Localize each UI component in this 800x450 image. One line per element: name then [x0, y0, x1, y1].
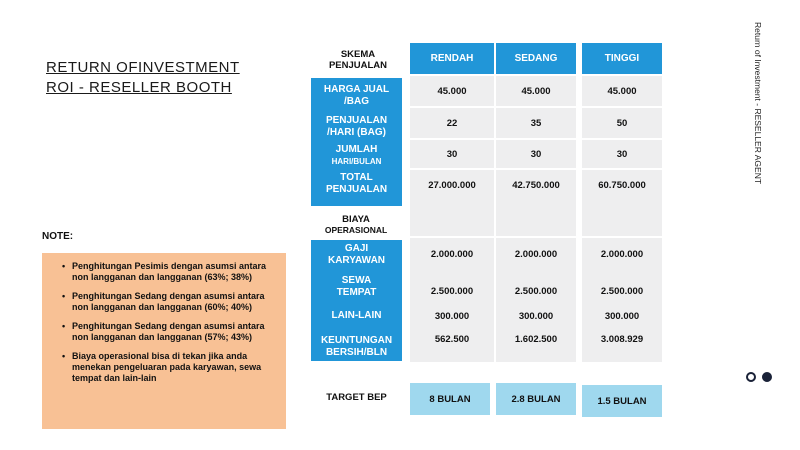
cell-gaji-tinggi: 2.000.000 — [600, 248, 644, 260]
cell-harga-sedang: 45.000 — [521, 85, 551, 97]
cell-keuntungan-rendah: 562.500 — [434, 333, 470, 345]
cell-lain-sedang: 300.000 — [518, 310, 554, 322]
row-label-l2: /BAG — [344, 96, 369, 107]
cell-sewa-sedang: 2.500.000 — [514, 285, 558, 297]
row-label-total — [311, 170, 402, 198]
row-label-l2: HARI/BULAN — [331, 157, 382, 166]
row-label-l2: KARYAWAN — [327, 255, 386, 266]
cell-total-sedang: 42.750.000 — [512, 179, 560, 191]
row-label-l1: GAJI — [344, 243, 369, 254]
cell-jumlah-sedang: 30 — [530, 148, 542, 160]
column-header-sedang: SEDANG — [496, 43, 576, 74]
row-label-l1: JUMLAH — [335, 144, 378, 155]
row-label-l2: /HARI (BAG) — [327, 127, 386, 138]
note-label: NOTE: — [42, 231, 74, 242]
cell-harga-tinggi: 45.000 — [607, 85, 637, 97]
cell-keuntungan-sedang: 1.602.500 — [514, 333, 558, 345]
row-label-keuntungan — [311, 333, 402, 361]
cell-penjualan-rendah: 22 — [446, 117, 458, 129]
slide-dot-2[interactable] — [762, 372, 772, 382]
row-separator — [410, 138, 662, 140]
target-bep-label: TARGET BEP — [326, 391, 387, 403]
row-label-gaji — [311, 241, 402, 269]
row-label-l1: KEUNTUNGAN — [320, 335, 393, 346]
note-item: • Penghitungan Sedang dengan asumsi antara non langganan dan langganan (57%; 43%) — [62, 321, 278, 343]
note-box — [42, 253, 286, 429]
row-separator — [410, 168, 662, 170]
cell-total-tinggi: 60.750.000 — [598, 179, 646, 191]
row-label-penjualan — [311, 112, 402, 142]
cell-keuntungan-tinggi: 3.008.929 — [600, 333, 644, 345]
target-bep-tinggi: 1.5 BULAN — [582, 385, 662, 417]
row-label-l1: PENJUALAN — [325, 115, 388, 126]
note-item: • Biaya operasional bisa di tekan jika anda menekan pengeluaran pada karyawan, sewa tempat dan lain-lain — [62, 351, 278, 384]
row-label-l1: HARGA JUAL — [323, 84, 390, 95]
note-item: • Penghitungan Sedang dengan asumsi antara non langganan dan langganan (60%; 40%) — [62, 291, 278, 313]
row-label-l1: TOTAL — [340, 172, 373, 183]
row-label-lain — [311, 306, 402, 326]
row-label-l1: LAIN-LAIN — [331, 310, 382, 321]
biaya-line-2: OPERASIONAL — [324, 225, 388, 235]
biaya-header — [313, 212, 399, 238]
title-line-1: RETURN OFINVESTMENT — [46, 59, 240, 76]
target-bep-sedang: 2.8 BULAN — [496, 383, 576, 415]
column-header-rendah: RENDAH — [410, 43, 494, 74]
title-line-2: ROI - RESELLER BOOTH — [46, 79, 232, 96]
cell-gaji-sedang: 2.000.000 — [514, 248, 558, 260]
cell-penjualan-sedang: 35 — [530, 117, 542, 129]
cell-sewa-tinggi: 2.500.000 — [600, 285, 644, 297]
cell-lain-tinggi: 300.000 — [604, 310, 640, 322]
cell-penjualan-tinggi: 50 — [616, 117, 628, 129]
cell-harga-rendah: 45.000 — [437, 85, 467, 97]
side-label: Return of Investment - RESELLER AGENT — [753, 22, 763, 185]
cell-total-rendah: 27.000.000 — [428, 179, 476, 191]
row-label-l2: BERSIH/BLN — [325, 347, 388, 358]
row-label-harga — [311, 81, 402, 111]
cell-jumlah-tinggi: 30 — [616, 148, 628, 160]
skema-line-2: PENJUALAN — [328, 60, 388, 71]
row-label-sewa — [311, 273, 402, 301]
skema-line-1: SKEMA — [340, 49, 376, 60]
cell-gaji-rendah: 2.000.000 — [430, 248, 474, 260]
slide-dot-1[interactable] — [746, 372, 756, 382]
target-bep-rendah: 8 BULAN — [410, 383, 490, 415]
note-item: • Penghitungan Pesimis dengan asumsi antara non langganan dan langganan (63%; 38%) — [62, 261, 278, 283]
row-separator — [410, 106, 662, 108]
cell-lain-rendah: 300.000 — [434, 310, 470, 322]
row-label-l1: SEWA — [341, 275, 372, 286]
skema-header — [318, 46, 398, 74]
side-label-wrapper — [750, 22, 764, 212]
cell-jumlah-rendah: 30 — [446, 148, 458, 160]
cell-sewa-rendah: 2.500.000 — [430, 285, 474, 297]
column-header-tinggi: TINGGI — [582, 43, 662, 74]
row-label-jumlah — [311, 142, 402, 170]
biaya-line-1: BIAYA — [342, 214, 370, 225]
row-label-l2: PENJUALAN — [325, 184, 388, 195]
row-label-l2: TEMPAT — [336, 287, 377, 298]
